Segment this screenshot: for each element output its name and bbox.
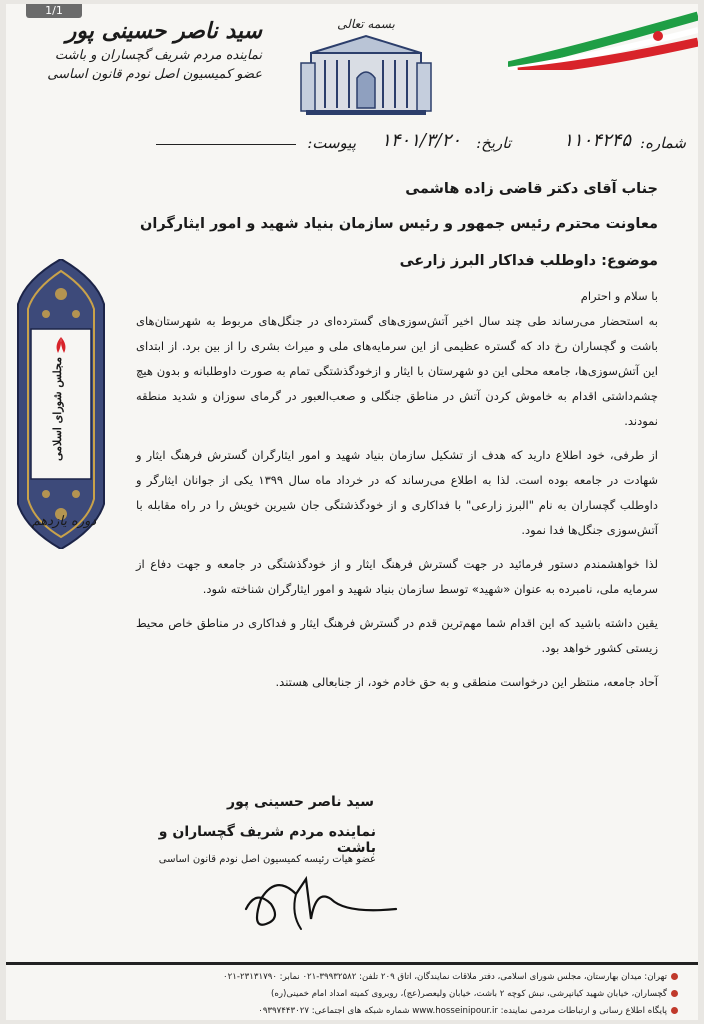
bullet-icon [671,990,678,997]
recipient-title: معاونت محترم رئیس جمهور و رئیس سازمان بنیاد شهید و امور ایثارگران [139,216,658,232]
letter-footer [26,969,678,1020]
footer-address-tehran: تهران: میدان بهارستان، مجلس شورای اسلامی، دفتر ملاقات نمایندگان، اتاق ۲۰۹ تلفن: ۳۹۹۳۲۵۸۲-۰۲۱ نمابر: ۲۳۱۳۱۷۹۰-۰۲۱ [223,972,667,982]
letter-page [6,4,698,1020]
letter-body [136,284,658,704]
signer-role: نماینده مردم شریف گچساران و باشت [158,824,376,856]
iran-flag-icon [508,10,698,70]
letterhead-mp-block [32,18,262,82]
reference-row [156,130,686,160]
body-paragraph: به استحضار می‌رساند طی چند سال اخیر آتش‌سوزی‌های گسترده‌ای در جنگل‌های مربوط به شهرستان‌های باشت و گچساران رخ داد که گستره عظیمی از این سرمایه‌های ملی و میراث بشری را از بین برد. از ابتدای این آتش‌سوزی‌ها، جامعه محلی این دو شهرستان با ایثار و ازخودگذشتگی تمام به صورت داوطلبانه و بدون هیچ چشم‌داشتی اقدام به خاموش کردن آتش در مناطق جنگلی و صعب‌العبور در گرمای سوزان و شدید منطقه نمودند. [136,314,658,428]
ref-attachment-label: پیوست: [307,134,356,152]
body-paragraph: لذا خواهشمندم دستور فرمائید در جهت گسترش فرهنگ ایثار و از خودگذشتگی در جامعه و جهت دفاع از سرمایه ملی، نامبرده به عنوان «شهید» توسط سازمان بنیاد شهید و امور ایثارگران شناخته شود. [136,557,658,596]
letterhead-mp-commission: عضو کمیسیون اصل نودم قانون اساسی [47,67,262,82]
letterhead-mp-title: نماینده مردم شریف گچساران و باشت [54,48,262,63]
ornament-text: مجلس شورای اسلامی [51,356,64,462]
body-paragraph: یقین داشته باشید که این اقدام شما مهم‌ترین قدم در گسترش فرهنگ ایثار و فداکاری در مناطق خاص محیط زیستی کشور خواهد بود. [136,616,658,655]
greeting: با سلام و احترام [580,289,658,303]
footer-address-local: گچساران، خیابان شهید کیانپرشی، نبش کوچه ۲ باشت، خیابان ولیعصر(عج)، روبروی کمیته امداد امام خمینی(ره) [270,989,667,999]
ref-date-label: تاریخ: [476,134,511,152]
recipient-name: جناب آقای دکتر قاضی زاده هاشمی [405,181,658,197]
page-counter: 1/1 [26,4,82,18]
footer-contact: پایگاه اطلاع رسانی و ارتباطات مردمی نماینده: www.hosseinipour.ir شماره شبکه های اجتماعی: ۰۹۳۹۷۴۴۳۰۲۷ [258,1006,667,1016]
handwritten-signature [236,859,406,939]
signer-name: سید ناصر حسینی پور [227,794,374,810]
ref-attachment-line [156,144,296,145]
letter-subject: موضوع: داوطلب فداکار البرز زارعی [399,253,658,269]
footer-divider [6,962,698,965]
emblem-caption: بسمه تعالی [337,17,395,31]
parliament-term-label: دوره یازدهم [31,514,97,529]
parliament-logo-ornament [6,259,116,549]
bullet-icon [671,1007,678,1014]
body-paragraph: از طرفی، خود اطلاع دارید که هدف از تشکیل سازمان بنیاد شهید و امور ایثارگران گسترش فرهنگ ایثار و شهادت در جامعه بوده است. لذا به اطلاع می‌رساند که در خرداد ماه سال ۱۳۹۹ یکی از جوانان ایثارگر و داوطلب گچساران به نام "البرز زارعی" با فداکاری و از خودگذشتگی جان شیرین خویش را در راه مقابله با آتش‌سوزی جنگل‌ها فدا نمود. [136,448,659,537]
body-paragraph: آحاد جامعه، منتظر این درخواست منطقی و به حق خادم خود، از جنابعالی هستند. [275,675,658,689]
ref-number-value: ۱۱۰۴۲۴۵ [563,130,631,151]
ref-number-label: شماره: [640,134,686,152]
bullet-icon [671,973,678,980]
parliament-emblem-icon [291,8,441,118]
letterhead-mp-name: سید ناصر حسینی پور [65,18,262,44]
ref-date-value: ۱۴۰۱/۳/۲۰ [381,130,461,151]
signer-subtitle: عضو هیات رئیسه کمیسیون اصل نودم قانون اساسی [158,854,376,865]
